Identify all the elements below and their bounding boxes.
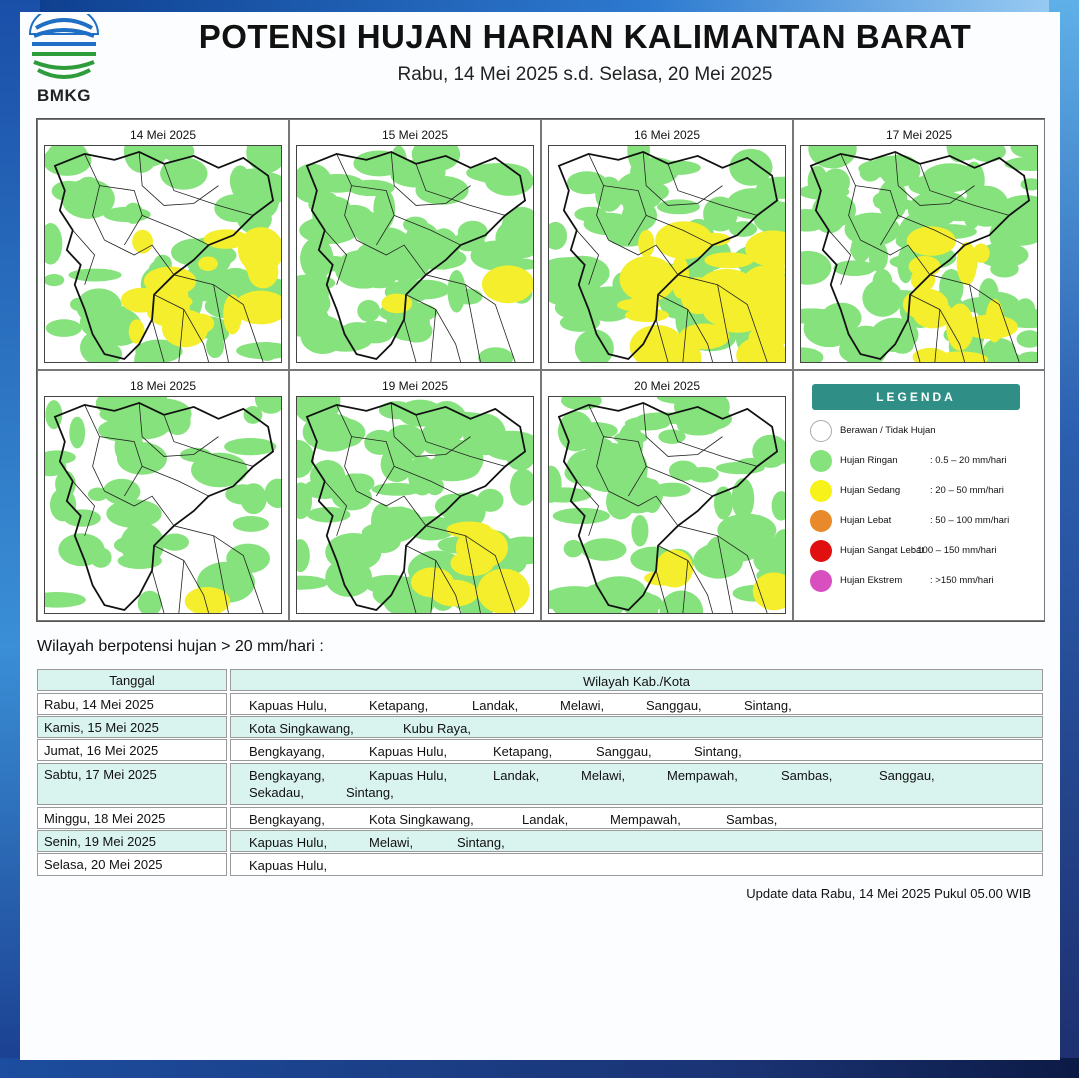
rain-ringan-area [862,279,902,317]
legend-box [793,370,1045,621]
region-name: Melawi, [581,768,626,783]
rain-ringan-area [117,407,172,440]
rain-ringan-area [45,592,86,608]
region-name: Kubu Raya, [403,721,471,736]
map-date: 18 Mei 2025 [129,379,197,393]
row-regions [230,853,1043,876]
rain-ringan-area [575,329,614,362]
region-name: Bengkayang, [249,768,325,783]
map-grid [36,118,1045,622]
legend-range: : >150 mm/hari [930,575,994,586]
bmkg-logo [26,14,102,106]
rain-ringan-area [299,216,358,244]
rain-ringan-area [46,319,82,337]
rain-ringan-area [564,540,583,557]
region-name: Sekadau, [249,785,304,800]
rain-sedang-area [957,242,977,285]
rain-ringan-area [660,591,703,613]
rain-sedang-area [223,294,242,334]
rain-ringan-area [233,516,269,532]
legend-swatch [810,570,832,592]
rain-ringan-area [478,347,513,362]
legend-label: Hujan Ekstrem [840,575,903,586]
rain-sedang-area [617,298,660,311]
legend-label: Berawan / Tidak Hujan [840,425,936,436]
rain-sedang-area [911,268,935,292]
rain-map [296,145,534,363]
legend-item [810,540,1040,564]
rain-ringan-area [353,211,381,243]
rain-ringan-area [236,342,281,359]
rain-ringan-area [583,460,633,492]
table-row [37,763,1043,805]
rain-ringan-area [404,222,440,260]
rain-sedang-area [456,527,508,568]
rain-sedang-area [198,256,218,270]
rain-ringan-area [1015,298,1035,320]
region-name: Kapuas Hulu, [369,768,448,783]
rain-ringan-area [1004,157,1037,171]
rain-map [296,396,534,614]
rain-ringan-area [772,491,785,521]
rain-ringan-area [553,508,610,524]
rain-ringan-area [631,515,648,547]
rain-sedang-area [477,569,530,613]
row-date: Minggu, 18 Mei 2025 [37,807,227,829]
logo-text: BMKG [37,86,91,105]
rain-ringan-area [732,478,755,519]
region-name: Sintang, [457,835,505,850]
region-name: Landak, [472,698,519,713]
rain-sedang-area [381,294,412,314]
rain-ringan-area [420,424,445,454]
legend-title: LEGENDA [812,384,1020,410]
rain-ringan-area [402,280,450,300]
rain-ringan-area [138,591,162,613]
region-name: Sambas, [726,812,778,827]
rain-ringan-area [124,203,143,224]
legend-swatch [810,510,832,532]
map-cell-3 [541,119,793,370]
rain-sedang-area [638,230,654,257]
region-name: Sanggau, [596,744,652,759]
region-name: Kapuas Hulu, [249,698,328,713]
rain-ringan-area [52,181,86,202]
row-regions [230,716,1043,738]
row-regions [230,739,1043,761]
region-name: Sambas, [781,768,833,783]
row-date: Jumat, 16 Mei 2025 [37,739,227,761]
region-name: Kota Singkawang, [369,812,474,827]
rain-ringan-area [658,429,685,443]
row-date: Rabu, 14 Mei 2025 [37,693,227,715]
rain-ringan-area [730,532,776,551]
region-name: Bengkayang, [249,812,325,827]
section-label: Wilayah berpotensi hujan > 20 mm/hari : [37,638,324,655]
region-name: Kapuas Hulu, [249,858,328,873]
region-name: Kota Singkawang, [249,721,354,736]
header-region: Wilayah Kab./Kota [230,669,1043,691]
region-name: Sintang, [744,698,792,713]
legend-item [810,570,1040,594]
map-date: 16 Mei 2025 [633,128,701,142]
legend-range: : 50 – 100 mm/hari [930,515,1010,526]
region-name: Sanggau, [646,698,702,713]
rain-ringan-area [688,467,719,483]
region-name: Sintang, [346,785,394,800]
header-date: Tanggal [37,669,227,691]
row-date: Sabtu, 17 Mei 2025 [37,763,227,805]
legend-range: : 100 – 150 mm/hari [912,545,997,556]
legend-range: : 0.5 – 20 mm/hari [930,455,1007,466]
map-date: 20 Mei 2025 [633,379,701,393]
rain-sedang-area [411,567,454,597]
map-date: 17 Mei 2025 [885,128,953,142]
region-name: Mempawah, [667,768,738,783]
table-row [37,739,1043,761]
rain-map [44,396,282,614]
rain-ringan-area [1020,178,1037,190]
map-cell-4 [793,119,1045,370]
legend-range: : 20 – 50 mm/hari [930,485,1004,496]
legend-swatch [810,450,832,472]
map-cell-6 [289,370,541,621]
rain-ringan-area [860,164,881,182]
row-date: Kamis, 15 Mei 2025 [37,716,227,738]
region-name: Ketapang, [493,744,553,759]
rain-ringan-area [1017,330,1037,347]
regency-boundary [179,560,184,613]
table-row [37,830,1043,852]
legend-swatch [810,480,832,502]
map-cell-2 [289,119,541,370]
map-cell-1 [37,119,289,370]
rain-ringan-area [549,222,567,250]
region-name: Landak, [493,768,540,783]
rain-ringan-area [45,274,64,286]
rain-sedang-area [697,269,756,309]
rain-ringan-area [364,430,395,455]
region-name: Sanggau, [879,768,935,783]
table-header [37,669,1043,691]
rain-map [548,396,786,614]
bmkg-logo-icon [26,14,102,86]
rain-ringan-area [58,533,104,566]
rain-ringan-area [584,213,634,235]
rain-ringan-area [642,479,662,513]
table-row [37,853,1043,876]
region-name: Ketapang, [369,698,429,713]
row-date: Senin, 19 Mei 2025 [37,830,227,852]
rain-map [800,145,1038,363]
rain-ringan-area [161,534,189,551]
page-title: POTENSI HUJAN HARIAN KALIMANTAN BARAT [198,18,972,55]
region-name: Melawi, [369,835,414,850]
legend-item [810,510,1040,534]
region-name: Bengkayang, [249,744,325,759]
rain-ringan-area [357,300,380,322]
region-name: Landak, [522,812,569,827]
rain-sedang-area [907,226,956,256]
rain-ringan-area [230,565,252,593]
row-regions [230,807,1043,829]
row-date: Selasa, 20 Mei 2025 [37,853,227,876]
legend-label: Hujan Lebat [840,515,892,526]
legend-item [810,480,1040,504]
regency-boundary [829,230,851,284]
rain-sedang-area [488,269,532,285]
region-name: Kapuas Hulu, [249,835,328,850]
rain-ringan-area [833,260,875,276]
rain-ringan-area [703,197,738,232]
rain-ringan-area [70,298,89,311]
region-name: Sintang, [694,744,742,759]
rain-ringan-area [595,177,623,212]
row-regions [230,693,1043,715]
rain-ringan-area [362,522,415,543]
map-date: 14 Mei 2025 [129,128,197,142]
legend-item [810,420,1040,444]
update-note: Update data Rabu, 14 Mei 2025 Pukul 05.00 WIB [746,886,1031,901]
rain-ringan-area [297,539,310,572]
legend-swatch [810,540,832,562]
rain-sedang-area [630,325,685,362]
rain-ringan-area [510,469,533,506]
map-cell-5 [37,370,289,621]
row-regions [230,763,1043,805]
rain-ringan-area [69,417,85,449]
rain-ringan-area [801,251,831,285]
rain-ringan-area [618,423,644,464]
legend-label: Hujan Ringan [840,455,898,466]
region-name: Melawi, [560,698,605,713]
legend-label: Hujan Sedang [840,485,901,496]
map-cell-7 [541,370,793,621]
rain-map [548,145,786,363]
region-name: Mempawah, [610,812,681,827]
table-row [37,807,1043,829]
map-date: 19 Mei 2025 [381,379,449,393]
rain-sedang-area [704,252,753,268]
rain-ringan-area [507,448,533,470]
rain-ringan-area [64,509,101,526]
rain-ringan-area [297,576,328,590]
rain-ringan-area [716,462,765,474]
rain-ringan-area [801,347,823,362]
legend-swatch [810,420,832,442]
rain-ringan-area [850,242,869,258]
legend-item [810,450,1040,474]
rain-ringan-area [106,499,161,528]
rain-map [44,145,282,363]
rain-ringan-area [653,161,700,175]
page-subtitle: Rabu, 14 Mei 2025 s.d. Selasa, 20 Mei 2025 [397,64,773,85]
rain-ringan-area [372,483,422,496]
legend-label: Hujan Sangat Lebat [840,545,924,556]
rain-ringan-area [448,270,466,313]
table-row [37,716,1043,738]
rain-ringan-area [1018,352,1037,362]
rain-ringan-area [558,411,593,451]
row-regions [230,830,1043,852]
rain-ringan-area [45,223,62,265]
rain-ringan-area [224,438,276,455]
region-name: Kapuas Hulu, [369,744,448,759]
frame-bottom [0,1058,1079,1078]
map-date: 15 Mei 2025 [381,128,449,142]
rain-ringan-area [310,460,345,493]
rain-ringan-area [265,479,281,508]
rain-sedang-area [643,261,664,281]
table-row [37,693,1043,715]
